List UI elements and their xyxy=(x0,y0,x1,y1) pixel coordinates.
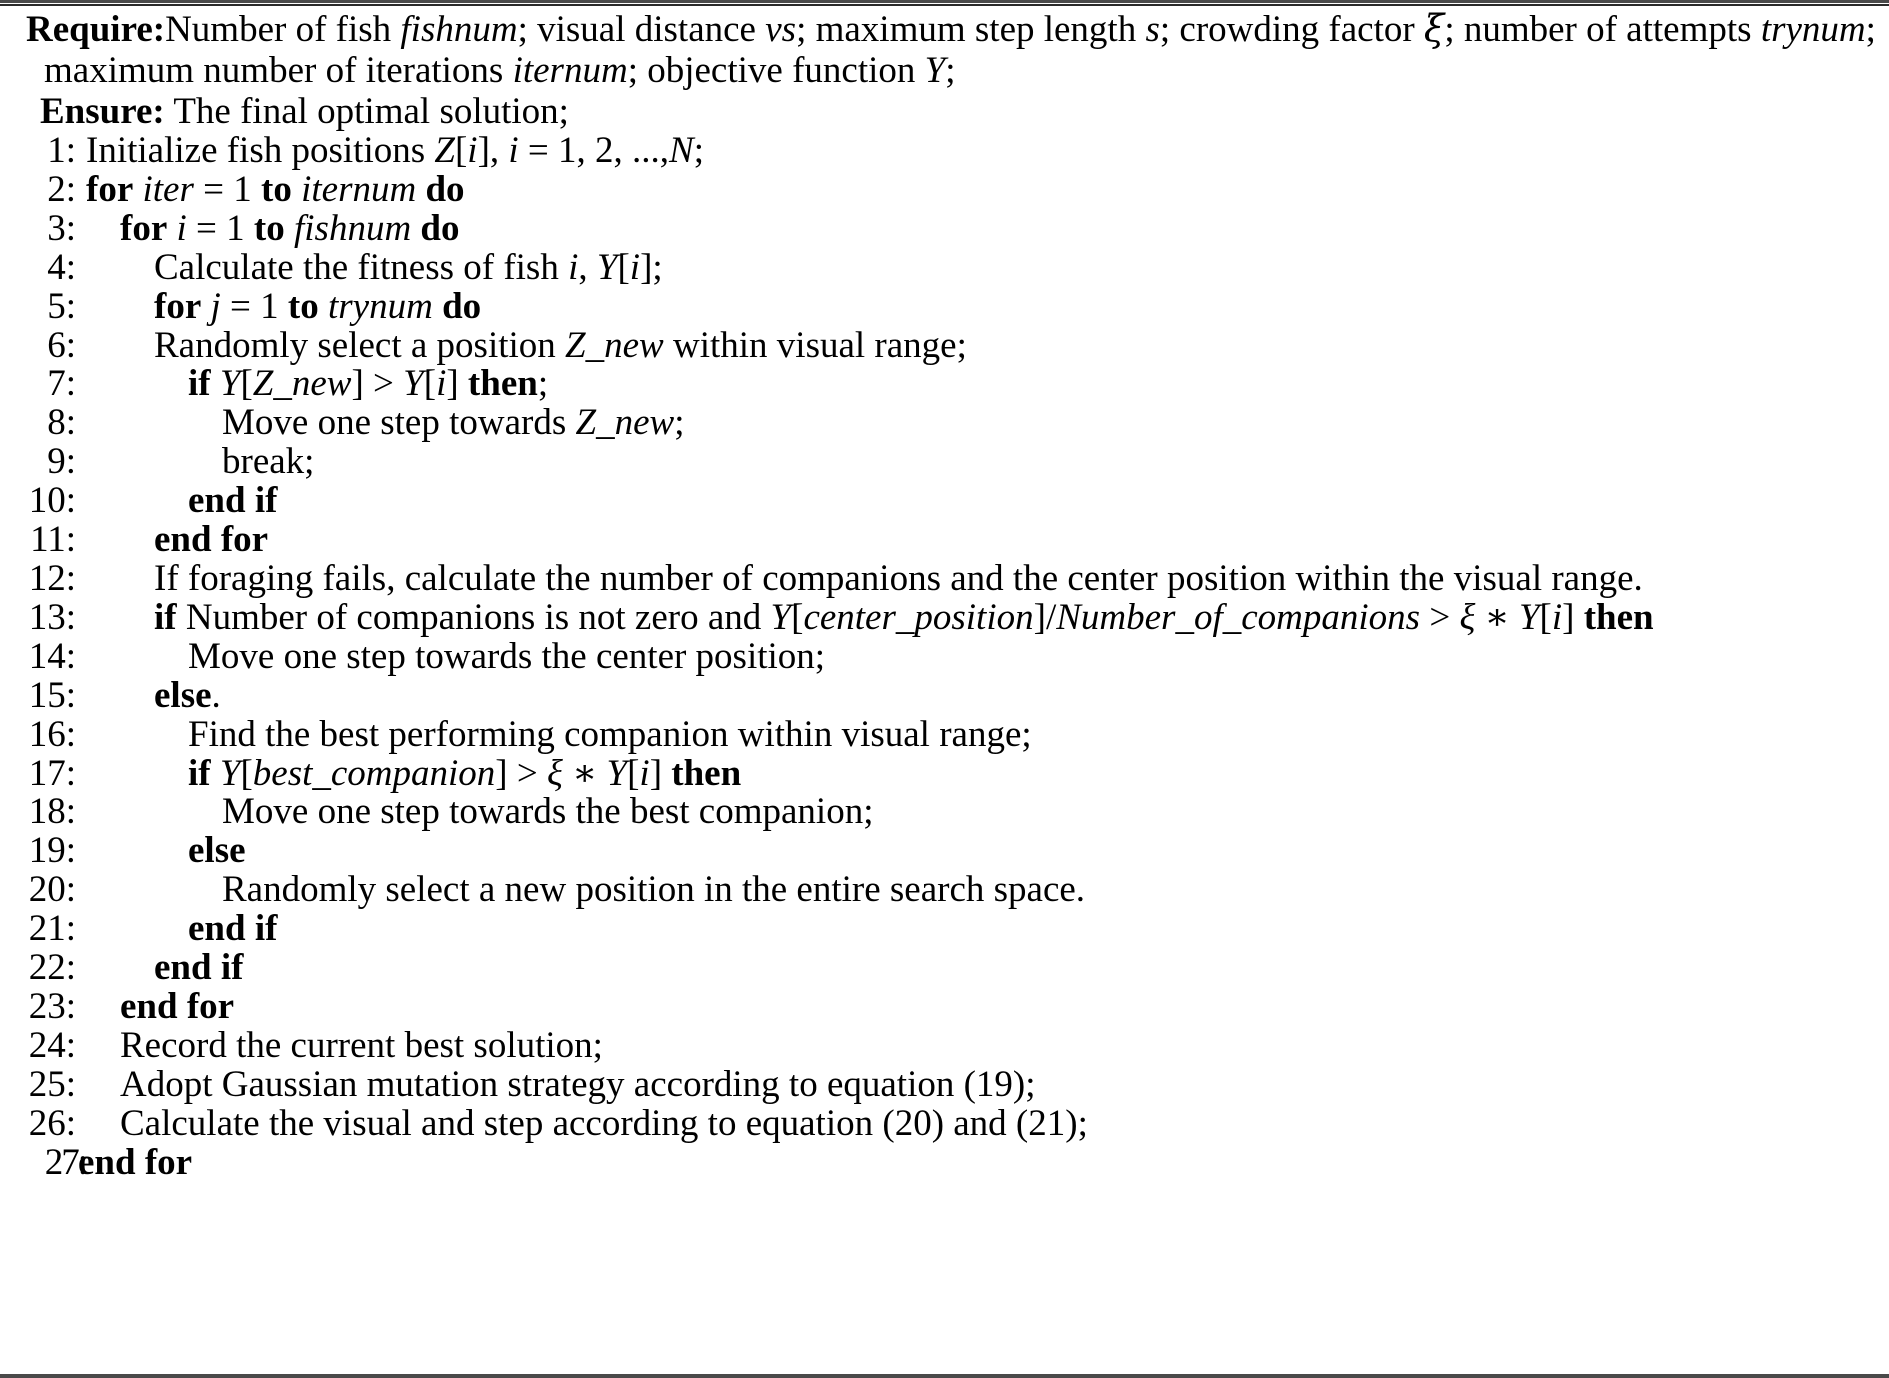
line-number: 15: xyxy=(28,674,76,716)
algorithm-line xyxy=(14,246,1881,288)
numbered-line-list xyxy=(14,132,1881,1182)
text-segment: iternum xyxy=(301,168,417,210)
line-number: 10: xyxy=(28,480,76,522)
line-number: 8: xyxy=(47,402,76,444)
line-content xyxy=(86,365,548,404)
text-segment: i xyxy=(436,363,447,405)
text-segment: Adopt Gaussian mutation strategy according to equation (19); xyxy=(120,1063,1036,1105)
text-segment: iter xyxy=(142,168,194,210)
text-segment: Y xyxy=(606,752,628,794)
algorithm-line xyxy=(14,1102,1881,1144)
algorithm-line xyxy=(14,132,1881,171)
line-content xyxy=(86,674,221,716)
line-number: 9: xyxy=(47,441,76,483)
text-segment: Y xyxy=(219,752,241,794)
text-segment: Z_new xyxy=(565,324,664,366)
text-segment xyxy=(245,208,254,249)
algorithm-body xyxy=(0,6,1889,1374)
text-segment: Y xyxy=(219,363,241,405)
text-segment xyxy=(252,169,261,210)
line-content xyxy=(86,871,1085,910)
line-number: 5: xyxy=(47,285,76,327)
text-segment: to xyxy=(253,207,285,249)
text-segment xyxy=(292,169,301,210)
text-segment: Move one step towards the center position; xyxy=(188,635,826,677)
line-content xyxy=(86,404,684,443)
line-content xyxy=(86,285,482,327)
require-text-8: ; xyxy=(945,50,956,91)
text-segment: ∗ xyxy=(1475,596,1519,638)
text-segment: within visual range; xyxy=(663,324,967,366)
text-segment: trynum xyxy=(327,285,433,327)
param-trynum: trynum xyxy=(1760,9,1866,50)
text-segment: ] xyxy=(351,363,364,405)
line-content xyxy=(86,557,1643,599)
require-text-2: ; visual distance xyxy=(517,9,766,50)
text-segment: ] xyxy=(1033,596,1046,638)
line-number: 12: xyxy=(28,557,76,599)
text-segment: ξ xyxy=(547,752,563,794)
line-content xyxy=(86,443,314,482)
line-number: 3: xyxy=(47,207,76,249)
text-segment: = xyxy=(518,130,559,171)
line-number: 23: xyxy=(28,985,76,1027)
text-segment: Move one step towards the best companion; xyxy=(222,791,874,833)
line-number: 1: xyxy=(47,130,76,171)
algorithm-line xyxy=(14,596,1881,638)
algorithm-line xyxy=(14,521,1881,560)
param-Y: Y xyxy=(924,50,946,91)
text-segment: Calculate the visual and step according to equation (20) and (21); xyxy=(120,1102,1088,1144)
text-segment: ; xyxy=(537,363,549,405)
line-number: 26: xyxy=(28,1102,76,1144)
text-segment: ] xyxy=(446,363,459,405)
param-vs: vs xyxy=(765,9,797,50)
text-segment: then xyxy=(467,363,538,405)
text-segment: ; xyxy=(674,402,685,444)
line-number: 25: xyxy=(28,1063,76,1105)
text-segment: i xyxy=(508,130,519,171)
text-segment: Move one step towards xyxy=(222,402,576,444)
text-segment: Z xyxy=(434,130,455,171)
algorithm-line xyxy=(14,443,1881,482)
text-segment: Randomly select a new position in the entire search space. xyxy=(222,869,1086,911)
line-content xyxy=(86,1063,1036,1105)
text-segment: [ xyxy=(1539,596,1552,638)
require-text-1: Number of fish xyxy=(165,9,401,50)
algorithm-line xyxy=(14,404,1881,443)
text-segment: 1 xyxy=(233,168,252,210)
text-segment: ] xyxy=(649,752,663,794)
algorithm-line xyxy=(14,365,1881,404)
ensure-line xyxy=(14,91,1881,132)
text-segment: ∗ xyxy=(562,752,607,794)
text-segment: for xyxy=(154,285,202,327)
line-number: 13: xyxy=(28,596,76,638)
text-segment: i xyxy=(1551,596,1563,638)
text-segment: = xyxy=(193,168,234,210)
ensure-text: The final optimal solution; xyxy=(173,91,569,132)
text-segment: ξ xyxy=(1459,596,1476,638)
text-segment: to xyxy=(261,168,292,210)
line-content xyxy=(86,635,826,677)
text-segment: for xyxy=(86,168,134,210)
text-segment: [ xyxy=(240,752,253,794)
line-number: 22: xyxy=(28,947,76,989)
line-number: 24: xyxy=(28,1024,76,1066)
algorithm-line xyxy=(14,793,1881,832)
text-segment: if xyxy=(154,596,177,638)
line-content xyxy=(86,246,663,288)
text-segment: [ xyxy=(423,363,437,405)
text-segment: center_position xyxy=(803,596,1034,638)
line-number: 20: xyxy=(28,869,76,911)
text-segment: ] xyxy=(477,130,490,171)
line-number: 2: xyxy=(47,168,76,210)
algorithm-line xyxy=(14,871,1881,910)
text-segment: do xyxy=(442,285,482,327)
algorithm-line xyxy=(14,285,1881,327)
line-content xyxy=(78,1141,193,1183)
text-segment: Y xyxy=(770,596,792,638)
algorithm-line xyxy=(14,324,1881,366)
text-segment: Initialize fish positions xyxy=(86,130,435,171)
algorithm-line xyxy=(14,752,1881,794)
algorithm-line xyxy=(14,207,1881,249)
text-segment: Number_of_companions xyxy=(1056,596,1421,638)
require-text-5: ; number of attempts xyxy=(1444,9,1761,50)
text-segment: 1 xyxy=(226,207,245,249)
line-content xyxy=(86,949,243,988)
text-segment: i xyxy=(568,246,579,288)
text-segment: ] xyxy=(495,752,508,794)
line-content xyxy=(86,832,246,871)
text-segment: 1, 2, ..., xyxy=(558,130,670,171)
algorithm-line xyxy=(14,832,1881,871)
text-segment xyxy=(167,208,176,249)
text-segment xyxy=(319,286,328,327)
require-text-7: ; objective function xyxy=(627,50,925,91)
line-content xyxy=(86,596,1654,638)
algorithm-line xyxy=(14,1141,1881,1183)
line-number: 11: xyxy=(30,519,76,561)
text-segment xyxy=(433,286,442,327)
line-number: 6: xyxy=(47,324,76,366)
text-segment: > xyxy=(507,752,547,794)
text-segment: else xyxy=(154,674,212,716)
text-segment: ; xyxy=(693,130,705,171)
text-segment: to xyxy=(287,285,319,327)
text-segment: = xyxy=(186,207,227,249)
text-segment xyxy=(459,363,468,404)
require-text-3: ; maximum step length xyxy=(796,9,1146,50)
text-segment: end if xyxy=(188,908,278,950)
text-segment: Z_new xyxy=(252,363,352,405)
algorithm-line xyxy=(14,713,1881,755)
algorithm-line xyxy=(14,674,1881,716)
text-segment: = xyxy=(220,285,261,327)
text-segment: Calculate the fitness of fish xyxy=(154,246,569,288)
ensure-label: Ensure: xyxy=(40,91,165,132)
text-segment: i xyxy=(629,246,641,288)
text-segment: Y xyxy=(1518,596,1540,638)
line-content xyxy=(86,752,742,794)
param-fishnum: fishnum xyxy=(400,9,518,50)
text-segment: best_companion xyxy=(252,752,496,794)
text-segment: do xyxy=(420,207,460,249)
line-number: 16: xyxy=(28,713,76,755)
text-segment: . xyxy=(211,674,221,716)
text-segment: for xyxy=(120,207,168,249)
line-number: 17: xyxy=(28,752,76,794)
text-segment: N xyxy=(669,130,694,171)
text-segment: i xyxy=(467,130,478,171)
text-segment: If foraging fails, calculate the number of companions and the center position within the visual range. xyxy=(154,557,1643,599)
text-segment: else xyxy=(188,830,246,872)
text-segment: [ xyxy=(617,246,630,288)
text-segment: end for xyxy=(120,985,235,1027)
text-segment: then xyxy=(1583,596,1654,638)
text-segment xyxy=(1574,597,1583,638)
text-segment: j xyxy=(210,285,221,327)
line-content xyxy=(86,793,873,832)
text-segment xyxy=(211,363,220,404)
text-segment xyxy=(201,286,210,327)
line-content xyxy=(86,482,277,521)
line-content xyxy=(86,324,967,366)
line-number: 19: xyxy=(28,830,76,872)
param-s: s xyxy=(1145,9,1160,50)
text-segment: break; xyxy=(222,441,315,483)
line-content xyxy=(86,1102,1088,1144)
text-segment: fishnum xyxy=(293,207,412,249)
text-segment xyxy=(662,753,671,794)
line-number: 18: xyxy=(28,791,76,833)
text-segment: [ xyxy=(454,130,468,171)
text-segment: end if xyxy=(154,947,244,989)
text-segment xyxy=(285,208,294,249)
line-content xyxy=(86,713,1032,755)
require-label: Require: xyxy=(26,9,166,50)
param-xi: ξ xyxy=(1423,7,1445,50)
line-content xyxy=(86,207,460,249)
text-segment: [ xyxy=(627,752,640,794)
text-segment: Y xyxy=(403,363,424,405)
text-segment: , xyxy=(489,130,509,171)
algorithm-line xyxy=(14,985,1881,1027)
algorithm-line xyxy=(14,168,1881,210)
algorithm-line xyxy=(14,1024,1881,1066)
algorithm-line xyxy=(14,1063,1881,1105)
text-segment: Y xyxy=(596,246,618,288)
text-segment: , xyxy=(578,246,597,288)
text-segment: / xyxy=(1045,596,1057,638)
require-line xyxy=(14,8,1881,91)
line-content xyxy=(86,132,704,171)
text-segment: Find the best performing companion within visual range; xyxy=(188,713,1032,755)
text-segment: ] xyxy=(640,246,653,288)
require-text-4: ; crowding factor xyxy=(1159,9,1424,50)
text-segment: 1 xyxy=(260,285,279,327)
text-segment: Number of companions is not zero and xyxy=(176,596,771,638)
text-segment: end for xyxy=(78,1141,193,1183)
text-segment: > xyxy=(363,363,404,405)
text-segment: if xyxy=(188,752,211,794)
require-text-6: ; maximum number of iterations xyxy=(44,9,1876,91)
line-number: 21: xyxy=(28,908,76,950)
line-content xyxy=(86,521,268,560)
algorithm-line xyxy=(14,635,1881,677)
text-segment: > xyxy=(1420,596,1460,638)
text-segment: do xyxy=(425,168,465,210)
text-segment: i xyxy=(176,207,187,249)
algorithm-line xyxy=(14,910,1881,949)
algorithm-line xyxy=(14,557,1881,599)
bottom-rule xyxy=(0,1374,1889,1378)
text-segment: then xyxy=(671,752,742,794)
param-iternum: iternum xyxy=(512,50,628,91)
line-content xyxy=(86,168,465,210)
text-segment xyxy=(133,169,142,210)
text-segment xyxy=(211,753,220,794)
algorithm-line xyxy=(14,949,1881,988)
line-number: 27: xyxy=(44,1141,86,1183)
line-content xyxy=(86,1024,603,1066)
line-content xyxy=(86,985,235,1027)
text-segment: Z_new xyxy=(575,402,675,444)
text-segment: end if xyxy=(188,480,278,522)
text-segment: ] xyxy=(1562,596,1575,638)
line-number: 14: xyxy=(28,635,76,677)
text-segment: [ xyxy=(240,363,253,405)
text-segment: [ xyxy=(791,596,804,638)
text-segment: end for xyxy=(154,519,269,561)
text-segment: ; xyxy=(652,246,663,288)
text-segment: i xyxy=(639,752,650,794)
line-content xyxy=(86,910,277,949)
line-number: 4: xyxy=(47,246,76,288)
algorithm-line xyxy=(14,482,1881,521)
text-segment: Record the current best solution; xyxy=(120,1024,603,1066)
text-segment: Randomly select a position xyxy=(154,324,566,366)
text-segment: if xyxy=(188,363,211,405)
text-segment xyxy=(279,286,288,327)
line-number: 7: xyxy=(47,363,76,405)
